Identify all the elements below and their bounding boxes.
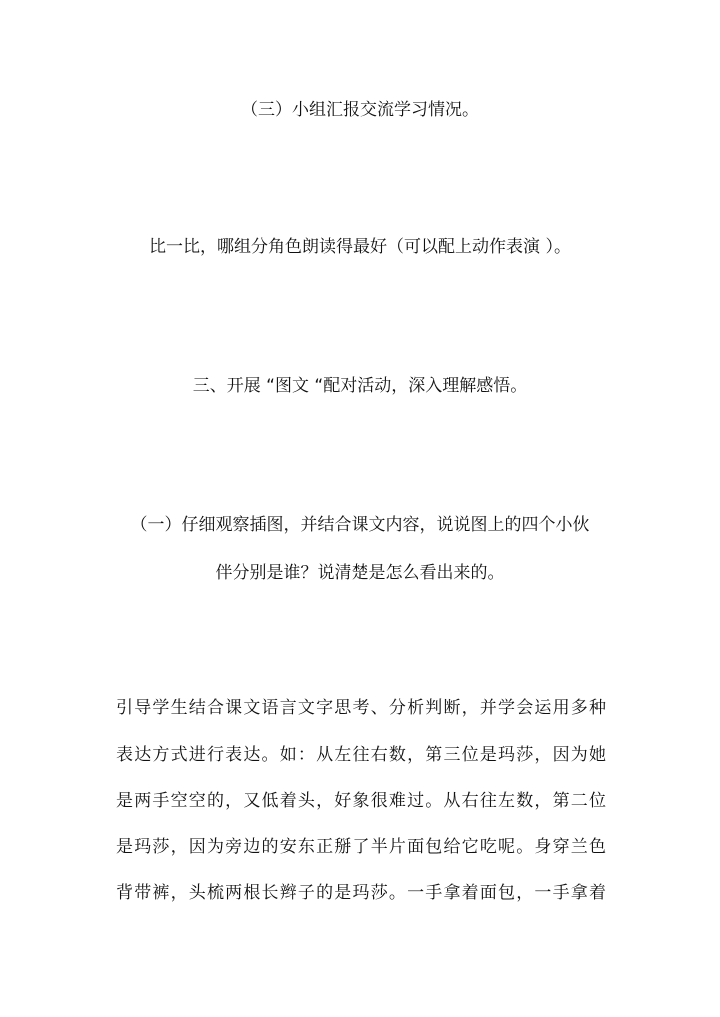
compare-reading-text: 比一比，哪组分角色朗读得最好（可以配上动作表演 ）。	[149, 237, 571, 257]
section-three-heading: 三、开展 “图文 “配对活动，深入理解感悟。	[192, 376, 528, 396]
paragraph-line: 背带裤，头梳两根长辫子的是玛莎。一手拿着面包，一手拿着	[116, 883, 606, 903]
paragraph-line: 是玛莎，因为旁边的安东正掰了半片面包给它吃呢。身穿兰色	[116, 837, 606, 857]
sub-one-line-2: 伴分别是谁？说清楚是怎么看出来的。	[215, 563, 505, 583]
sub-one-line-1: （一）仔细观察插图，并结合课文内容，说说图上的四个小伙	[130, 515, 590, 535]
heading-group-report: （三）小组汇报交流学习情况。	[241, 100, 479, 120]
paragraph-line: 引导学生结合课文语言文字思考、分析判断，并学会运用多种	[116, 698, 606, 718]
paragraph-line: 表达方式进行表达。如：从左往右数，第三位是玛莎，因为她	[116, 745, 606, 765]
paragraph-line: 是两手空空的，又低着头，好象很难过。从右往左数，第二位	[116, 791, 606, 811]
